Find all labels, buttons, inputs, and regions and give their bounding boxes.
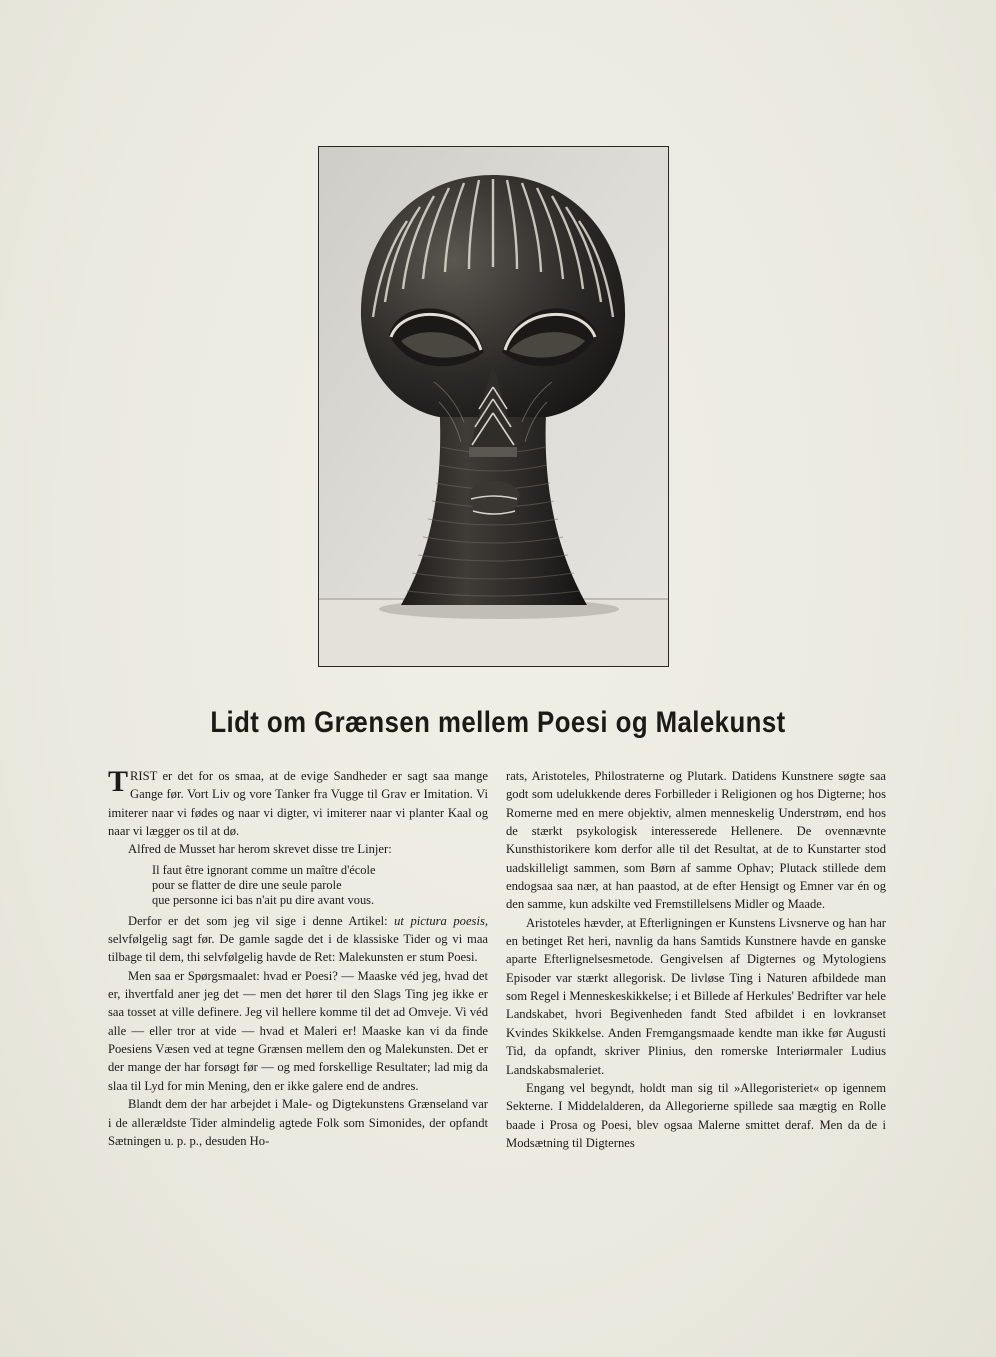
carved-mask-icon (319, 147, 668, 666)
text-column-left (108, 767, 488, 1150)
paragraph: Derfor er det som jeg vil sige i denne Artikel: ut pictura poesis, selvfølgelig sagt før. De gamle sagde det i de klassiske Tider og vi maa tilbage til dem, thi selvfølgelig havde de Ret: Malekunsten er stum Poesi. (108, 913, 488, 965)
paragraph: rats, Aristoteles, Philostraterne og Plutark. Datidens Kunstnere søgte saa godt som udelukkende deres Forbilleder i Religionen og hos Digterne; hos Romerne med en mere objektiv, almen menneskelig Understrøm, end hos de stærkt psykologisk interesserede Hellenere. De ovennævnte Kunsthistorikere kom derfor alle til det Resultat, at de to Kunstarter stod uadskilleligt sammen, som Børn af samme Ophav; Plutack stillede dem endogsaa saa nær, at han paastod, at de efter Hensigt og Emner var én og den samme, kun adskilte ved Fremstillelsens Midler og Maade. (506, 769, 886, 912)
paragraph: Aristoteles hævder, at Efterligningen er Kunstens Livsnerve og han har en betinget Ret heri, navnlig da hans Samtids Kunstnere havde en ganske aparte Efterlignelsesmetode. Gengivelsen af Digternes og Mytologiens Episoder var stærkt allegorisk. De livløse Ting i Naturen afbildede man som Regel i Menneskeskikkelse; i et Billede af Herkules' Bedrifter var hele Landskabet, hvori Begivenheden fandt Sted afbildet i en lovkranset Kvindes Skikkelse. Anden Fremgangsmaade kendte man ikke før Augusti Tid, da opfandt, skriver Plinius, den romerske Interiørmaler Ludius Landskabsmaleriet. (506, 915, 886, 1077)
french-quote: Il faut être ignorant comme un maître d'école pour se flatter de dire une seule parole que personne ici bas n'ait pu dire avant vous. (152, 862, 376, 907)
paragraph: TRIST er det for os smaa, at de evige Sandheder er sagt saa mange Gange før. Vort Liv og vore Tanker fra Vugge til Grav er Imitation. Vi imiterer naar vi fødes og naar vi digter, vi imiterer naar vi planter Kaal og naar vi lægger os til at dø. (108, 765, 488, 839)
paragraph: Alfred de Musset har herom skrevet disse tre Linjer: (128, 842, 392, 857)
text-column-right (506, 767, 886, 1152)
paragraph: Men saa er Spørgsmaalet: hvad er Poesi? — Maaske véd jeg, hvad det er, ihvertfald aner jeg det — men det hører til den Slags Ting jeg ikke er saa tosset at ville definere. Jeg vil hellere komme til det ad Omveje. Vi véd alle — eller tror at vide — hvad et Maleri er! Maaske kan vi da finde Poesiens Væsen ved at tegne Grænsen mellem den og Malekunsten. Det er der mange der har forsøgt før — og med forskellige Resultater; lad mig da slaa til Lyd for min Mening, den er ikke galere end de andres. (108, 968, 488, 1093)
paragraph: Blandt dem der har arbejdet i Male- og Digtekunstens Grænseland var i de allerældste Tider almindelig agtede Folk som Simonides, der opfandt Sætningen u. p. p., desuden Ho- (108, 1097, 488, 1148)
drop-cap: T (108, 765, 129, 798)
paragraph: Engang vel begyndt, holdt man sig til »Allegoristeriet« op igennem Sekterne. I Middelalderen, da Allegorierne spillede saa mægtig en Rolle baade i Prosa og Poesi, blev ogsaa Malerne smittet deraf. Men da de i Modsætning til Digternes (506, 1080, 886, 1150)
article-title: Lidt om Grænsen mellem Poesi og Malekunst (210, 706, 786, 739)
mask-photograph (318, 146, 669, 667)
